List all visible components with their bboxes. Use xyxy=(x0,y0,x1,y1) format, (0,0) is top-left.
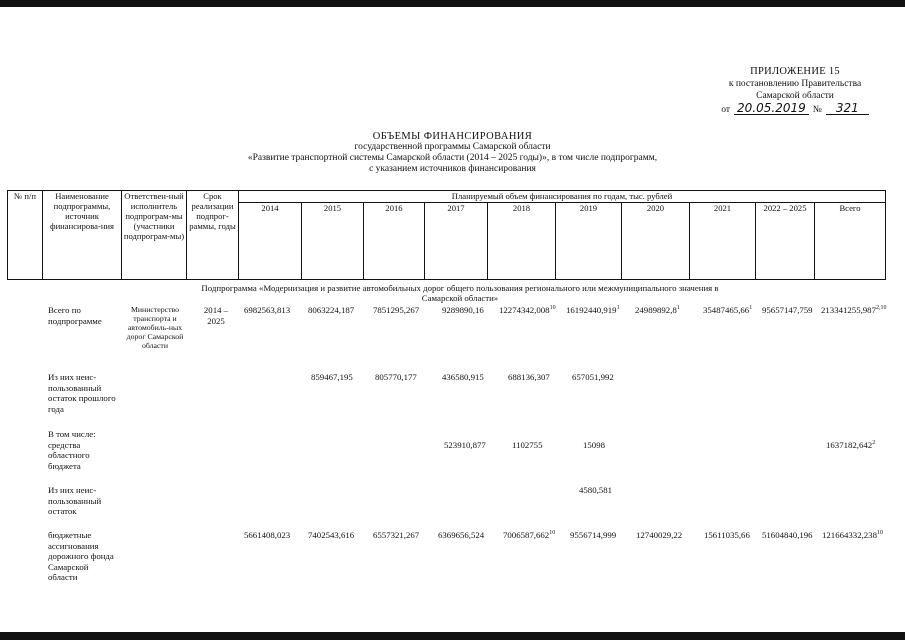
row-total-all: 213341255,987$^{2,10}$ xyxy=(821,305,887,315)
appendix-title: ПРИЛОЖЕНИЕ 15 xyxy=(750,66,840,77)
row-road-fund-all: 121664332,238$^{10}$ xyxy=(822,530,883,540)
header-name: Наименование подпрограммы, источник финансирова-ния xyxy=(43,191,122,280)
row-road-fund-2016: 6557321,267 xyxy=(373,530,420,540)
header-num: № п/п xyxy=(8,191,43,280)
appendix-date-line xyxy=(700,102,890,116)
row-road-fund-label: бюджетные ассигнования дорожного фонда Самарской области xyxy=(48,530,114,582)
header-year-2020: 2020 xyxy=(622,203,690,280)
header-year-2018: 2018 xyxy=(488,203,556,280)
date-prefix: от xyxy=(721,105,731,115)
row-regional-2018: 1102755 xyxy=(512,440,543,450)
row-road-fund-2019: 9556714,999 xyxy=(570,530,617,540)
document-title-block xyxy=(180,131,725,175)
row-total-2015: 8063224,187 xyxy=(308,305,355,315)
document-title: ОБЪЕМЫ ФИНАНСИРОВАНИЯ xyxy=(372,131,533,142)
row-total-2020: 24989892,8$^1$ xyxy=(635,305,680,315)
header-year-2014: 2014 xyxy=(239,203,302,280)
row-total-label: Всего по подпрограмме xyxy=(48,305,102,326)
row-road-fund-2018: 7006587,662$^{10}$ xyxy=(503,530,556,540)
scan-bottom-border xyxy=(0,632,905,640)
header-year-2022-2025: 2022 – 2025 xyxy=(756,203,815,280)
document-subtitle-1: государственной программы Самарской области xyxy=(354,142,551,152)
handwritten-date: 20.05.2019 xyxy=(734,102,809,115)
row-regional-all: 1637182,642$^2$ xyxy=(826,440,876,450)
row-unused-prev-2015: 859467,195 xyxy=(311,372,353,382)
row-unused-prev-2016: 805770,177 xyxy=(375,372,417,382)
row-total-2019: 16192440,919$^1$ xyxy=(566,305,620,315)
header-year-2017: 2017 xyxy=(425,203,488,280)
row-road-fund-2017: 6369656,524 xyxy=(438,530,485,540)
scan-top-border xyxy=(0,0,905,7)
row-total-executor: Министерство транспорта и автомобиль-ных дорог Самарской области xyxy=(126,305,184,350)
document-subtitle-2: «Развитие транспортной системы Самарской области (2014 – 2025 годы)», в том числе подпрограмм, xyxy=(247,153,658,163)
row-road-fund-2020: 12740029,22 xyxy=(636,530,683,540)
row-total-2021: 35487465,66$^1$ xyxy=(703,305,753,315)
header-period: Срок реализации подпрог-раммы, годы xyxy=(187,191,239,280)
row-regional-2017: 523910,877 xyxy=(444,440,486,450)
row-road-fund-2021: 15611035,66 xyxy=(704,530,750,540)
row-unused-prev-2017: 436580,915 xyxy=(442,372,484,382)
row-road-fund-2022-2025: 51604840,196 xyxy=(762,530,813,540)
header-year-2015: 2015 xyxy=(302,203,364,280)
header-planned: Планируемый объем финансирования по годам, тыс. рублей xyxy=(239,191,886,203)
appendix-line1: к постановлению Правительства xyxy=(728,79,862,89)
appendix-line2: Самарской области xyxy=(756,91,834,101)
row-unused-prev-2018: 688136,307 xyxy=(508,372,550,382)
appendix-header xyxy=(700,66,890,116)
handwritten-number: 321 xyxy=(826,102,869,115)
row-regional-2019: 15098 xyxy=(583,440,605,450)
row-total-2014: 6982563,813 xyxy=(244,305,291,315)
financing-table-header xyxy=(7,190,886,280)
row-unused-label: Из них неис-пользованный остаток xyxy=(48,485,102,516)
row-unused-prev-2019: 657051,992 xyxy=(572,372,614,382)
row-unused-prev-label: Из них неис-пользованный остаток прошлого года xyxy=(48,372,116,414)
row-unused-2019: 4580,581 xyxy=(579,485,612,495)
row-total-2018: 12274342,008$^{10}$ xyxy=(499,305,556,315)
document-subtitle-3: с указанием источников финансирования xyxy=(369,164,536,174)
row-road-fund-2014: 5661408,023 xyxy=(244,530,291,540)
row-total-2022-2025: 95657147,759 xyxy=(762,305,813,315)
number-prefix: № xyxy=(812,105,822,115)
row-total-2017: 9289890,16 xyxy=(442,305,484,315)
row-regional-label: В том числе: средства областного бюджета xyxy=(48,429,96,471)
header-year-2019: 2019 xyxy=(556,203,622,280)
header-year-2021: 2021 xyxy=(690,203,756,280)
header-executor: Ответствен-ный исполнитель подпрограм-мы (участники подпрограм-мы) xyxy=(122,191,187,280)
row-total-2016: 7851295,267 xyxy=(373,305,420,315)
row-total-period: 2014 – 2025 xyxy=(203,305,229,326)
header-year-2016: 2016 xyxy=(364,203,425,280)
subprogram-title: Подпрограмма «Модернизация и развитие автомобильных дорог общего пользования регионального или межмуниципального значения в Самарской области» xyxy=(201,283,719,303)
header-total: Всего xyxy=(815,203,886,280)
row-road-fund-2015: 7402543,616 xyxy=(308,530,355,540)
